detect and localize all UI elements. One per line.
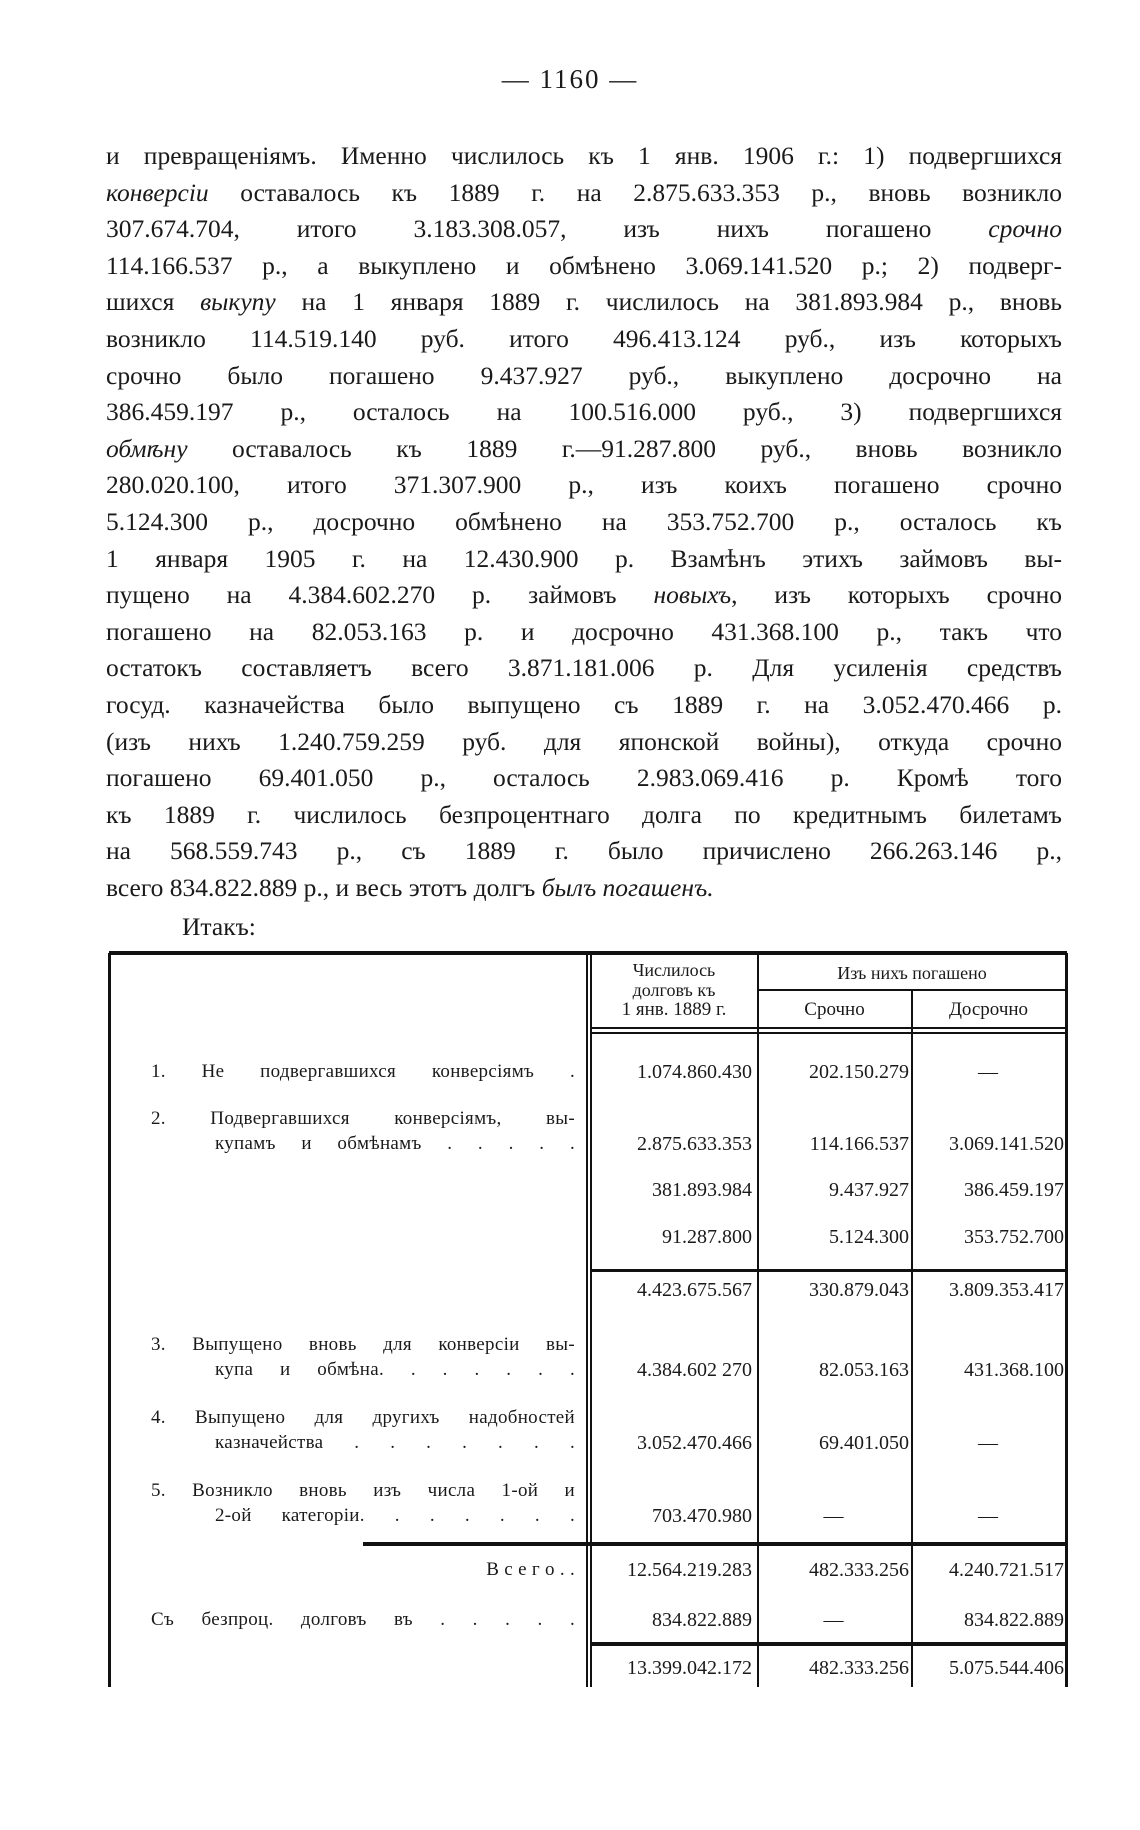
text-line xyxy=(106,690,1062,720)
row-label: 5. Возникло вновь изъ числа 1-ой и xyxy=(151,1480,575,1501)
value-dosrochno: 3.069.141.520 xyxy=(949,1133,1064,1155)
value-dosrochno: 834.822.889 xyxy=(964,1609,1064,1631)
header-line: 1 янв. 1889 г. xyxy=(621,999,727,1020)
column-divider xyxy=(911,990,913,1687)
value-dosrochno: 353.752.700 xyxy=(964,1226,1064,1248)
value-dosrochno: 386.459.197 xyxy=(964,1179,1064,1201)
row-label: В с е г о . . xyxy=(486,1559,575,1580)
value-srochno: 114.166.537 xyxy=(809,1133,909,1155)
table-top-rule xyxy=(109,951,1067,955)
value-srochno: — xyxy=(823,1609,844,1631)
text-segment: къ 1889 г. числилось безпроцентнаго долга по кредитнымъ билетамъ xyxy=(106,799,1062,829)
italic-text: обмѣну xyxy=(106,433,188,463)
row-label: купа и обмѣна. . . . . . . xyxy=(215,1359,575,1380)
header-group-repaid: Изъ нихъ погашено xyxy=(837,963,987,983)
value-srochno: 330.879.043 xyxy=(809,1279,909,1301)
text-line xyxy=(106,873,1062,903)
text-segment: 1 января 1905 г. на 12.430.900 р. Взамѣнъ этихъ займовъ вы- xyxy=(106,543,1062,573)
text-segment: на 1 января 1889 г. числилось на 381.893.984 р., вновь xyxy=(275,287,1062,317)
header-line: Числилось xyxy=(632,960,716,980)
subtotal-rule xyxy=(591,1269,1066,1272)
text-line xyxy=(106,763,1062,793)
text-segment: 5.124.300 р., досрочно обмѣнено на 353.752.700 р., осталось къ xyxy=(106,507,1062,536)
text-segment: 386.459.197 р., осталось на 100.516.000 руб., 3) подвергшихся xyxy=(106,397,1062,427)
header-line: долговъ къ xyxy=(632,980,716,1000)
text-line xyxy=(106,544,1062,574)
text-line xyxy=(106,617,1062,647)
row-label: 3. Выпущено вновь для конверсіи вы- xyxy=(151,1334,575,1355)
group-header-rule xyxy=(758,989,1066,991)
text-segment: 114.166.537 р., а выкуплено и обмѣнено 3.069.141.520 р.; 2) подверг- xyxy=(106,250,1062,280)
row-label: 4. Выпущено для другихъ надобностей xyxy=(151,1407,575,1428)
value-dosrochno: — xyxy=(978,1432,998,1454)
value-dosrochno: — xyxy=(978,1505,998,1527)
value-debts-1889: 3.052.470.466 xyxy=(637,1432,752,1454)
text-line xyxy=(106,653,1062,683)
text-line xyxy=(106,507,1062,537)
text-segment: оставалось къ 1889 г. на 2.875.633.353 р., вновь возникло xyxy=(208,177,1062,207)
text-line xyxy=(106,470,1062,500)
column-divider-double xyxy=(586,953,588,1687)
value-srochno: 202.150.279 xyxy=(809,1061,909,1083)
value-srochno: 9.437.927 xyxy=(829,1179,909,1201)
text-segment: остатокъ составляетъ всего 3.871.181.006 р. Для усиленія средствъ xyxy=(106,653,1062,683)
text-segment: погашено 69.401.050 р., осталось 2.983.069.416 р. Кромѣ того xyxy=(106,763,1062,793)
text-line xyxy=(106,434,1062,464)
value-srochno: 69.401.050 xyxy=(819,1432,909,1454)
table-right-border xyxy=(1065,953,1068,1687)
header-col-srochno: Срочно xyxy=(804,999,865,1020)
grand-total-rule xyxy=(591,1642,1066,1646)
value-dosrochno: 431.368.100 xyxy=(964,1359,1064,1381)
value-debts-1889: 1.074.860.430 xyxy=(637,1061,752,1083)
value-debts-1889: 4.384.602 270 xyxy=(637,1359,752,1381)
total-rule xyxy=(363,1542,1066,1546)
text-line xyxy=(106,397,1062,427)
value-debts-1889: 834.822.889 xyxy=(652,1609,752,1631)
text-segment: 307.674.704, итого 3.183.308.057, изъ нихъ погашено xyxy=(106,214,989,244)
text-line xyxy=(106,727,1062,757)
text-line xyxy=(106,251,1062,281)
text-segment: пущено на 4.384.602.270 р. займовъ xyxy=(106,580,654,610)
text-segment: 280.020.100, итого 371.307.900 р., изъ коихъ погашено срочно xyxy=(106,470,1062,500)
text-line xyxy=(106,836,1062,866)
text-segment: всего 834.822.889 р., и весь этотъ долгъ xyxy=(106,873,542,902)
value-debts-1889: 381.893.984 xyxy=(652,1179,752,1201)
value-debts-1889: 4.423.675.567 xyxy=(637,1279,752,1301)
italic-text: срочно xyxy=(988,214,1062,244)
header-col-dosrochno: Досрочно xyxy=(948,999,1029,1020)
value-srochno: 5.124.300 xyxy=(829,1226,909,1248)
text-segment: на 568.559.743 р., съ 1889 г. было причислено 266.263.146 р., xyxy=(106,836,1062,866)
header-col-debts xyxy=(592,960,756,1020)
text-segment: погашено на 82.053.163 р. и досрочно 431.368.100 р., такъ что xyxy=(106,616,1062,646)
row-label: 2-ой категоріи. . . . . . . xyxy=(215,1505,575,1526)
text-segment: шихся xyxy=(106,287,201,317)
italic-text: новыхъ xyxy=(653,580,732,610)
header-bottom-rule xyxy=(590,1032,1066,1034)
italic-text: конверсіи xyxy=(106,177,209,207)
value-dosrochno: — xyxy=(978,1061,998,1083)
value-debts-1889: 703.470.980 xyxy=(652,1505,752,1527)
text-segment: госуд. казначейства было выпущено съ 1889 г. на 3.052.470.466 р. xyxy=(106,690,1062,719)
text-segment: (изъ нихъ 1.240.759.259 руб. для японской войны), откуда срочно xyxy=(106,726,1062,756)
value-dosrochno: 4.240.721.517 xyxy=(949,1559,1064,1581)
italic-text: выкупу xyxy=(200,287,276,317)
table-left-border xyxy=(108,953,111,1687)
row-label: 1. Не подвергавшихся конверсіямъ . xyxy=(151,1061,575,1082)
value-debts-1889: 91.287.800 xyxy=(662,1226,752,1248)
text-segment: и превращеніямъ. Именно числилось къ 1 янв. 1906 г.: 1) подвергшихся xyxy=(106,141,1062,170)
row-label: казначейства . . . . . . . xyxy=(215,1432,575,1453)
text-line xyxy=(106,287,1062,317)
header-bottom-rule xyxy=(590,1027,1066,1029)
value-srochno: 482.333.256 xyxy=(809,1657,909,1679)
text-line xyxy=(106,324,1062,354)
value-dosrochno: 3.809.353.417 xyxy=(949,1279,1064,1301)
value-debts-1889: 2.875.633.353 xyxy=(637,1133,752,1155)
page-number: — 1160 — xyxy=(501,64,639,94)
value-dosrochno: 5.075.544.406 xyxy=(949,1657,1064,1679)
value-srochno: 482.333.256 xyxy=(809,1559,909,1581)
text-line xyxy=(106,178,1062,208)
text-line xyxy=(106,141,1062,171)
text-segment: оставалось къ 1889 г.—91.287.800 руб., вновь возникло xyxy=(187,433,1062,463)
text-segment: возникло 114.519.140 руб. итого 496.413.124 руб., изъ которыхъ xyxy=(106,324,1062,353)
text-line xyxy=(106,214,1062,244)
text-segment: срочно было погашено 9.437.927 руб., выкуплено досрочно на xyxy=(106,360,1062,390)
row-label: Съ безпроц. долговъ въ . . . . . xyxy=(151,1609,575,1630)
value-debts-1889: 12.564.219.283 xyxy=(627,1559,752,1581)
itak-heading: Итакъ: xyxy=(182,912,256,941)
text-line xyxy=(106,580,1062,610)
value-srochno: — xyxy=(823,1505,844,1527)
row-label: 2. Подвергавшихся конверсіямъ, вы- xyxy=(151,1108,575,1129)
text-line xyxy=(106,361,1062,391)
row-label: купамъ и обмѣнамъ . . . . . xyxy=(215,1133,575,1154)
value-debts-1889: 13.399.042.172 xyxy=(627,1657,752,1679)
value-srochno: 82.053.163 xyxy=(819,1359,909,1381)
text-segment: , изъ которыхъ срочно xyxy=(731,580,1062,610)
text-line xyxy=(106,800,1062,830)
italic-text: былъ погашенъ. xyxy=(541,873,714,902)
